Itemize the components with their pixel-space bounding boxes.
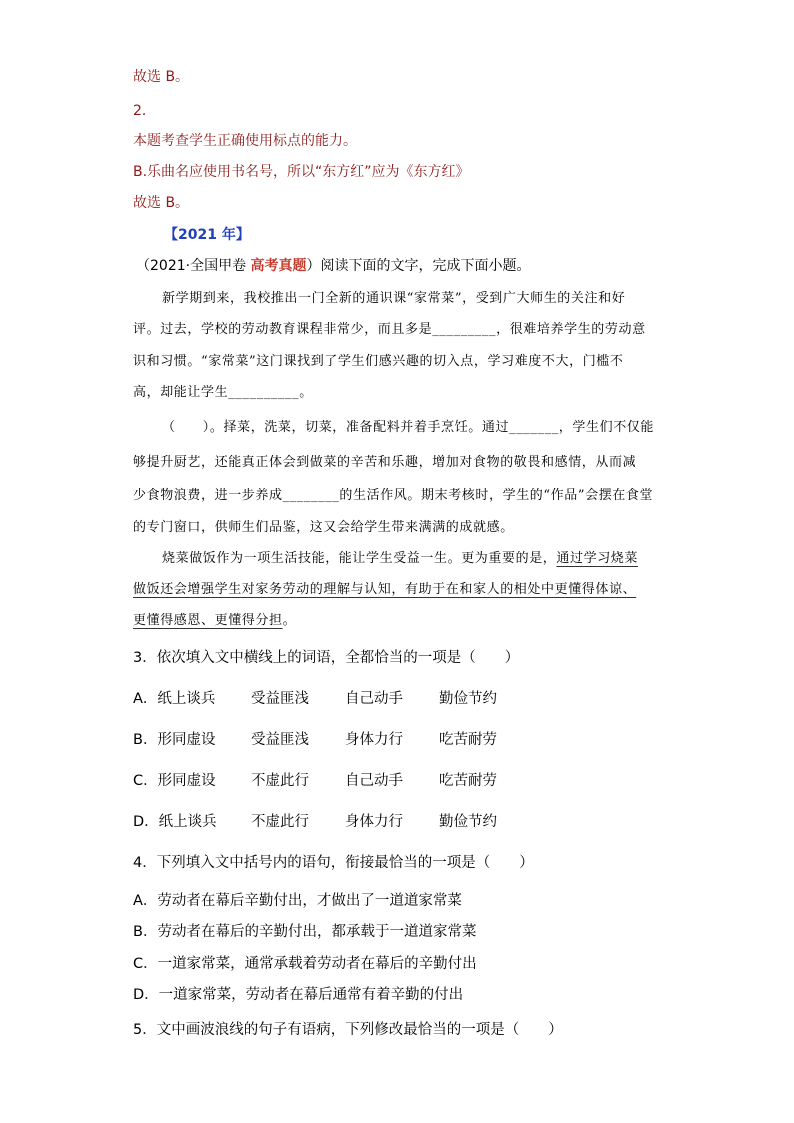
wavy-sentence-part2: 做饭还会增强学生对家务劳动的理解与认知，有助于在和家人的相处中更懂得体谅、 bbox=[133, 582, 637, 597]
question-3-stem: 3．依次填入文中横线上的词语，全都恰当的一项是（ ） bbox=[133, 650, 520, 666]
year-heading bbox=[164, 224, 250, 244]
option-word-2: 受益匪浅 bbox=[251, 732, 309, 748]
question-4-option-c: C．一道家常菜，通常承载着劳动者在幕后的辛勤付出 bbox=[133, 956, 477, 972]
passage-p3-line1-plain: 烧菜做饭作为一项生活技能，能让学生受益一生。更为重要的是， bbox=[162, 551, 557, 566]
question-4-option-d: D．一道家常菜，劳动者在幕后通常有着辛勤的付出 bbox=[133, 987, 464, 1003]
option-word-2: 不虚此行 bbox=[251, 814, 309, 830]
source-prefix: （2021·全国甲卷 bbox=[136, 258, 251, 274]
passage-p3-line3 bbox=[133, 609, 296, 628]
option-word-4: 勤俭节约 bbox=[439, 814, 497, 830]
source-line bbox=[136, 255, 531, 275]
question-4-option-b: B．劳动者在幕后的辛勤付出，都承载于一道道家常菜 bbox=[133, 924, 477, 940]
answer-line-5: 故选 B。 bbox=[133, 195, 190, 211]
passage-p3-line3-end: 。 bbox=[282, 613, 297, 628]
option-word-4: 吃苦耐劳 bbox=[439, 732, 497, 748]
year-bracket-close: 】 bbox=[235, 227, 250, 243]
question-4-option-a: A．劳动者在幕后辛勤付出，才做出了一道道家常菜 bbox=[133, 893, 462, 909]
option-word-4: 吃苦耐劳 bbox=[439, 773, 497, 789]
option-word-3: 身体力行 bbox=[345, 732, 403, 748]
option-word-3: 自己动手 bbox=[345, 773, 403, 789]
year-bracket-open: 【 bbox=[164, 227, 178, 243]
option-word-2: 不虚此行 bbox=[251, 773, 309, 789]
answer-line-1: 故选 B。 bbox=[133, 69, 190, 85]
option-label: A．纸上谈兵 bbox=[133, 691, 216, 707]
option-word-3: 自己动手 bbox=[345, 691, 403, 707]
question-5-stem: 5．文中画波浪线的句子有语病，下列修改最恰当的一项是（ ） bbox=[133, 1022, 563, 1038]
source-keyword: 高考真题 bbox=[250, 258, 307, 274]
answer-line-4: B.乐曲名应使用书名号，所以“东方红”应为《东方红》 bbox=[133, 164, 470, 180]
passage-p2-line4: 的专门窗口，供师生们品鉴，这又会给学生带来满满的成就感。 bbox=[133, 520, 514, 535]
option-label: D．纸上谈兵 bbox=[133, 814, 217, 830]
source-suffix: ）阅读下面的文字，完成下面小题。 bbox=[306, 258, 531, 274]
wavy-sentence-part3: 更懂得感恩、更懂得分担 bbox=[133, 613, 283, 628]
passage-p2-line1: （ ）。择菜，洗菜，切菜，准备配料并着手烹饪。通过_______，学生们不仅能 bbox=[162, 420, 655, 435]
question-4-stem: 4．下列填入文中括号内的语句，衔接最恰当的一项是（ ） bbox=[133, 855, 534, 871]
option-word-3: 身体力行 bbox=[345, 814, 403, 830]
passage-p2-line3: 少食物浪费，进一步养成________的生活作风。期末考核时，学生的“作品”会摆在食堂 bbox=[133, 488, 654, 503]
option-label: C．形同虚设 bbox=[133, 773, 216, 789]
passage-p1-line1: 新学期到来，我校推出一门全新的通识课“家常菜”，受到广大师生的关注和好 bbox=[162, 291, 626, 306]
passage-p2-line2: 够提升厨艺，还能真正体会到做菜的辛苦和乐趣，增加对食物的敬畏和感情，从而减 bbox=[133, 455, 637, 470]
option-word-4: 勤俭节约 bbox=[439, 691, 497, 707]
passage-p3-line1 bbox=[162, 547, 638, 566]
option-word-2: 受益匪浅 bbox=[251, 691, 309, 707]
passage-p1-line2: 评。过去，学校的劳动教育课程非常少，而且多是_________，很难培养学生的劳动意 bbox=[133, 322, 646, 337]
option-label: B．形同虚设 bbox=[133, 732, 216, 748]
passage-p1-line3: 识和习惯。“家常菜”这门课找到了学生们感兴趣的切入点，学习难度不大，门槛不 bbox=[133, 354, 624, 369]
passage-p1-line4: 高，却能让学生__________。 bbox=[133, 385, 313, 400]
wavy-sentence-part1: 通过学习烧菜 bbox=[556, 551, 639, 566]
answer-line-3: 本题考查学生正确使用标点的能力。 bbox=[133, 133, 357, 149]
question-number-2: 2． bbox=[133, 103, 156, 119]
year-text: 2021 年 bbox=[178, 227, 236, 243]
